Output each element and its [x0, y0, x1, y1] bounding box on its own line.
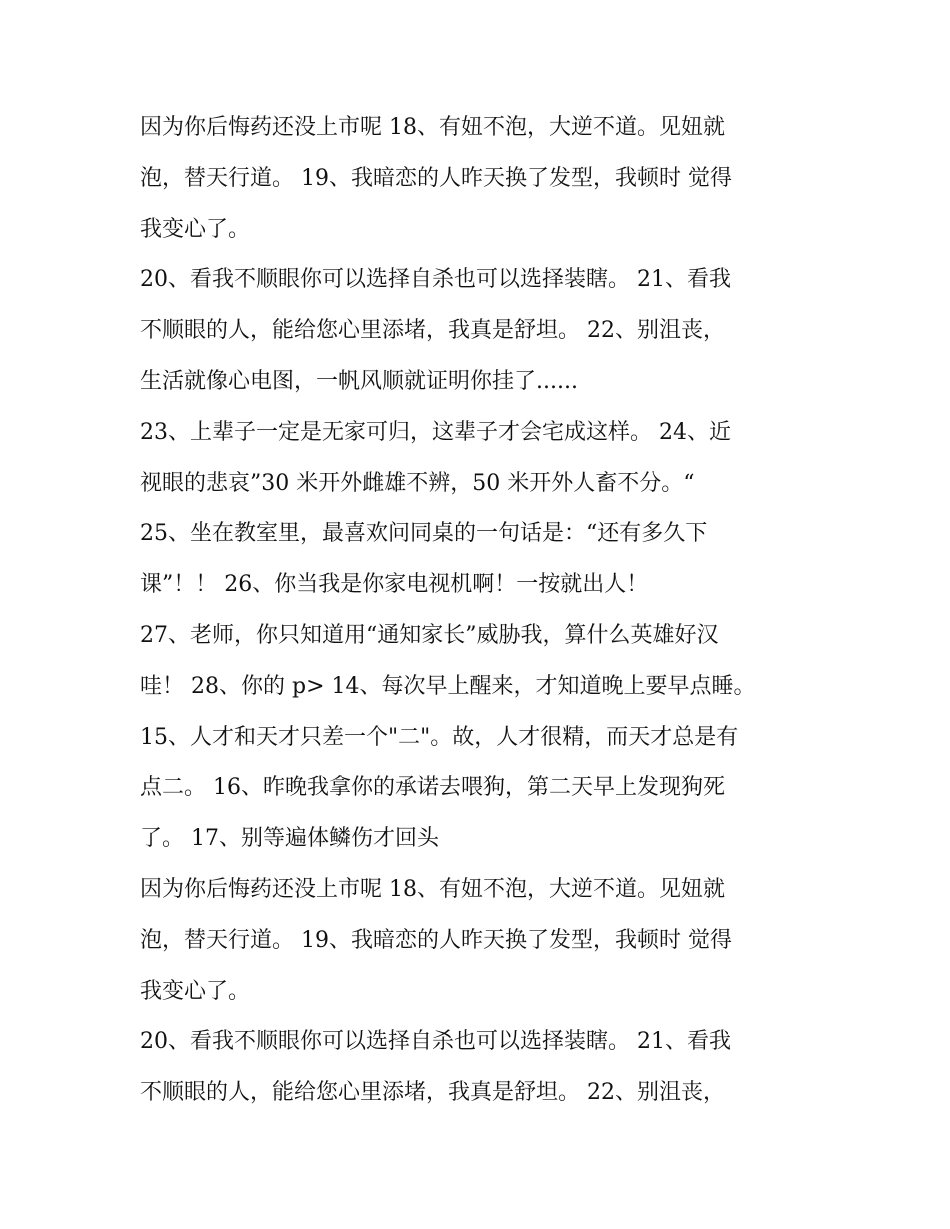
- body-text: [140, 103, 820, 1119]
- text-line: 课”！！ 26、你当我是你家电视机啊！一按就出人！: [140, 572, 649, 598]
- text-line: 哇！ 28、你的 p> 14、每次早上醒来，才知道晚上要早点睡。: [140, 673, 756, 699]
- text-line: 27、老师，你只知道用“通知家长”威胁我，算什么英雄好汉: [140, 622, 719, 648]
- text-line: 视眼的悲哀”30 米开外雌雄不辨，50 米开外人畜不分。“: [140, 470, 695, 496]
- text-line: 15、人才和天才只差一个"二"。故，人才很精，而天才总是有: [140, 724, 739, 750]
- text-line: 20、看我不顺眼你可以选择自杀也可以选择装瞎。 21、看我: [140, 267, 731, 293]
- text-line: 不顺眼的人，能给您心里添堵，我真是舒坦。 22、别沮丧，: [140, 318, 725, 344]
- text-line: 了。 17、别等遍体鳞伤才回头: [140, 826, 439, 852]
- text-line: 泡，替天行道。 19、我暗恋的人昨天换了发型，我顿时 觉得: [140, 165, 732, 191]
- text-line: 生活就像心电图，一帆风顺就证明你挂了......: [140, 368, 578, 394]
- text-line: 23、上辈子一定是无家可归，这辈子才会宅成这样。 24、近: [140, 419, 731, 445]
- text-line: 20、看我不顺眼你可以选择自杀也可以选择装瞎。 21、看我: [140, 1029, 731, 1055]
- text-line: 不顺眼的人，能给您心里添堵，我真是舒坦。 22、别沮丧，: [140, 1080, 725, 1106]
- text-line: 泡，替天行道。 19、我暗恋的人昨天换了发型，我顿时 觉得: [140, 927, 732, 953]
- text-line: 我变心了。: [140, 216, 251, 242]
- text-line: 我变心了。: [140, 978, 251, 1004]
- text-line: 因为你后悔药还没上市呢 18、有妞不泡，大逆不道。见妞就: [140, 115, 725, 140]
- text-line: 点二。 16、昨晚我拿你的承诺去喂狗，第二天早上发现狗死: [140, 775, 725, 801]
- text-line: 25、坐在教室里，最喜欢问同桌的一句话是：“还有多久下: [140, 521, 708, 547]
- text-line: 因为你后悔药还没上市呢 18、有妞不泡，大逆不道。见妞就: [140, 876, 725, 902]
